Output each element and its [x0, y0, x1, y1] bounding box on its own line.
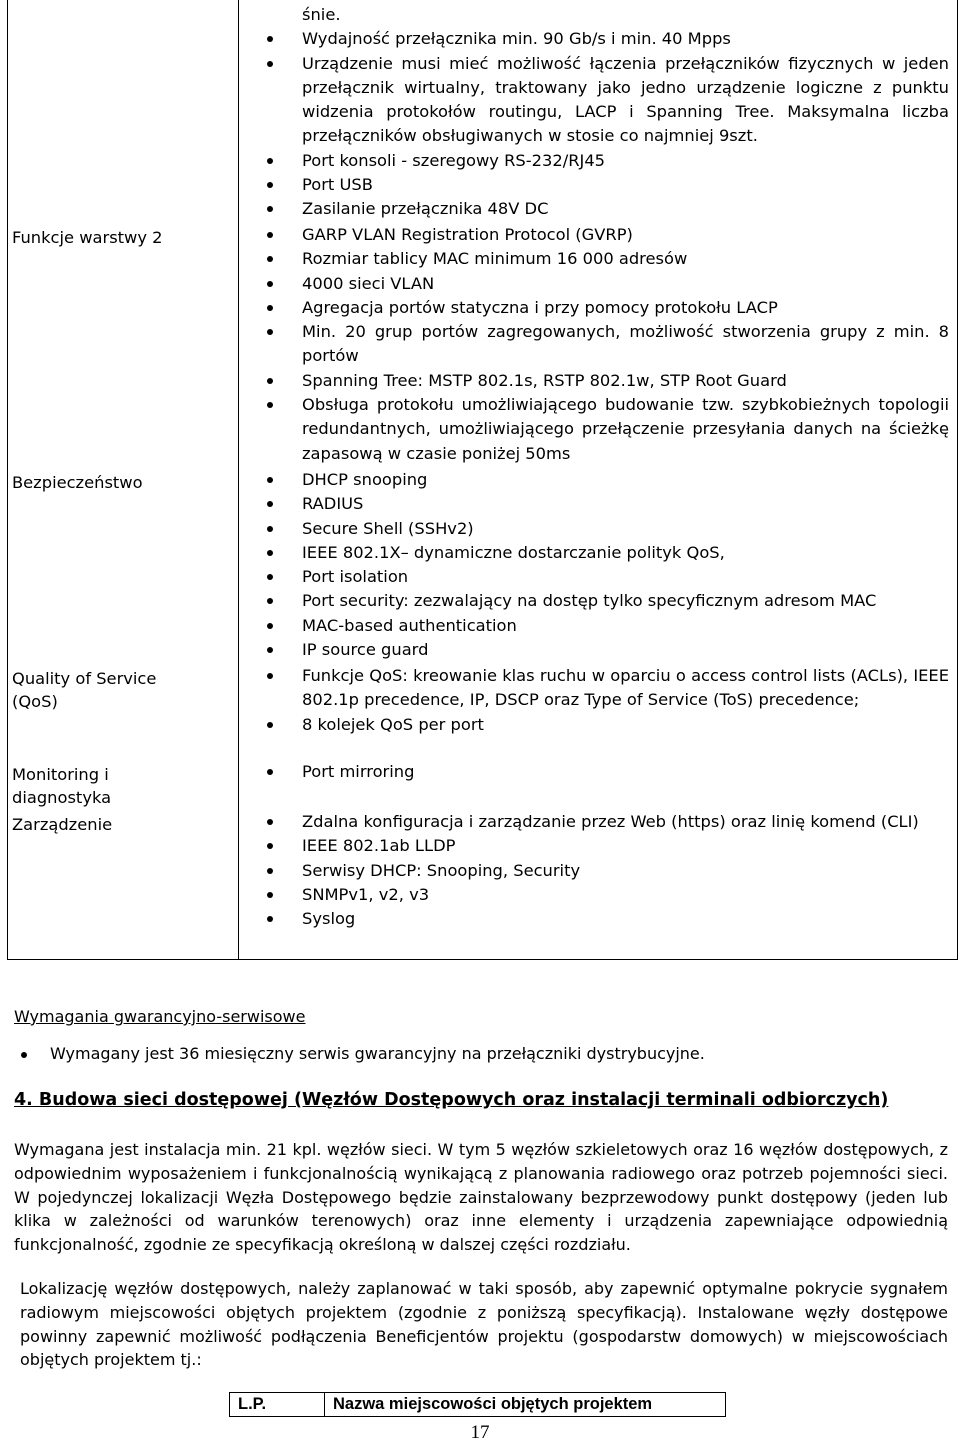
spec-row-section — [8, 222, 958, 467]
section-label — [8, 759, 239, 809]
spec-row-continuation — [8, 0, 958, 222]
section-label-line: Funkcje warstwy 2 — [12, 228, 163, 247]
table-header-name: Nazwa miejscowości objętych projektem — [325, 1393, 726, 1417]
table-header-lp: L.P. — [230, 1393, 325, 1417]
list-item: 8 kolejek QoS per port — [302, 713, 949, 737]
list-item: Zdalna konfiguracja i zarządzanie przez Web (https) oraz linię komend (CLI) — [302, 810, 949, 834]
section-label-line: Zarządzenie — [12, 815, 113, 834]
list-item: IP source guard — [302, 638, 949, 662]
section-label-line: Quality of Service — [12, 669, 157, 688]
list-item: Wydajność przełącznika min. 90 Gb/s i min. 40 Mpps — [302, 27, 949, 51]
bullet-list — [302, 759, 949, 784]
list-item: Urządzenie musi mieć możliwość łączenia przełączników fizycznych w jeden przełącznik wirtualny, traktowany jako jedno urządzenie logiczne z punktu widzenia protokołów routingu, LACP i Spanning Tree. Maksymalna liczba przełączników obsługiwanych w stosie co najmniej 9szt. — [302, 52, 949, 149]
list-item: Port security: zezwalający na dostęp tylko specyficznym adresom MAC — [302, 589, 949, 613]
list-item: GARP VLAN Registration Protocol (GVRP) — [302, 223, 949, 247]
list-item: IEEE 802.1X– dynamiczne dostarczanie polityk QoS, — [302, 541, 949, 565]
list-item: Rozmiar tablicy MAC minimum 16 000 adresów — [302, 247, 949, 271]
section-label-line: (QoS) — [12, 692, 58, 711]
list-item: Port isolation — [302, 565, 949, 589]
list-item: 4000 sieci VLAN — [302, 272, 949, 296]
list-item: Zasilanie przełącznika 48V DC — [302, 197, 949, 221]
section-items — [239, 222, 958, 467]
section-label-line: Bezpieczeństwo — [12, 473, 143, 492]
section-items — [239, 467, 958, 663]
bullet-list — [302, 467, 949, 662]
section-4-heading: 4. Budowa sieci dostępowej (Węzłów Dostępowych oraz instalacji terminali odbiorczych) — [14, 1090, 889, 1110]
spec-row-section — [8, 467, 958, 663]
page-number: 17 — [470, 1422, 490, 1443]
list-item: Port konsoli - szeregowy RS-232/RJ45 — [302, 149, 949, 173]
section-label — [8, 222, 239, 467]
warranty-heading: Wymagania gwarancyjno-serwisowe — [14, 1007, 306, 1026]
list-item: Syslog — [302, 907, 949, 931]
list-item: DHCP snooping — [302, 468, 949, 492]
locations-table-header-row — [230, 1393, 726, 1417]
bullet-list — [302, 3, 949, 222]
list-item: śnie. — [302, 5, 341, 24]
section-label — [8, 0, 239, 222]
spec-row-section — [8, 809, 958, 959]
spec-row-section — [8, 663, 958, 759]
list-item: Secure Shell (SSHv2) — [302, 517, 949, 541]
section-items — [239, 759, 958, 809]
list-item: IEEE 802.1ab LLDP — [302, 834, 949, 858]
locations-table — [229, 1392, 726, 1417]
list-item: Funkcje QoS: kreowanie klas ruchu w oparciu o access control lists (ACLs), IEEE 802.1p precedence, IP, DSCP oraz Type of Service (ToS) precedence; — [302, 664, 949, 713]
section-label-line: Monitoring i — [12, 765, 109, 784]
list-item: Port USB — [302, 173, 949, 197]
section-label — [8, 467, 239, 663]
bullet-icon — [21, 1052, 27, 1058]
list-item: Obsługa protokołu umożliwiającego budowanie tzw. szybkobieżnych topologii redundantnych, umożliwiającego przełączenie przesyłania danych na ścieżkę zapasową w czasie poniżej 50ms — [302, 393, 949, 466]
warranty-item: Wymagany jest 36 miesięczny serwis gwarancyjny na przełączniki dystrybucyjne. — [50, 1044, 705, 1063]
section-label-line: diagnostyka — [12, 788, 112, 807]
bullet-list — [302, 809, 949, 931]
section-4-paragraph-1: Wymagana jest instalacja min. 21 kpl. węzłów sieci. W tym 5 węzłów szkieletowych oraz 16 węzłów dostępowych, z odpowiednim wyposażeniem i funkcjonalnością wynikającą z planowania radiowego oraz potrzeb pojemności sieci. W pojedynczej lokalizacji Węzła Dostępowego będzie zainstalowany bezprzewodowy punkt dostępowy (jeden lub klika w zależności od warunków terenowych) oraz inne elementy i urządzenia zapewniające odpowiednią funkcjonalność, zgodnie ze specyfikacją określoną w dalszej części rozdziału. — [14, 1140, 948, 1255]
bullet-list — [302, 663, 949, 737]
bullet-list — [302, 222, 949, 466]
list-item: Serwisy DHCP: Snooping, Security — [302, 859, 949, 883]
list-item: MAC-based authentication — [302, 614, 949, 638]
list-item: Port mirroring — [302, 760, 949, 784]
list-item: Agregacja portów statyczna i przy pomocy protokołu LACP — [302, 296, 949, 320]
section-label — [8, 663, 239, 759]
list-item: Min. 20 grup portów zagregowanych, możliwość stworzenia grupy z min. 8 portów — [302, 320, 949, 369]
section-items — [239, 0, 958, 222]
list-item: SNMPv1, v2, v3 — [302, 883, 949, 907]
spec-row-section — [8, 759, 958, 809]
spec-table — [7, 0, 958, 960]
section-items — [239, 663, 958, 759]
list-item: Spanning Tree: MSTP 802.1s, RSTP 802.1w, STP Root Guard — [302, 369, 949, 393]
list-item: RADIUS — [302, 492, 949, 516]
section-4-paragraph-2: Lokalizację węzłów dostępowych, należy zaplanować w taki sposób, aby zapewnić optymalne pokrycie sygnałem radiowym miejscowości objętych projektem (zgodnie z poniższą specyfikacją). Instalowane węzły dostępowe powinny zapewnić możliwość podłączenia Beneficjentów projektu (gospodarstw domowych) w miejscowościach objętych projektem tj.: — [20, 1279, 948, 1370]
section-items — [239, 809, 958, 959]
section-label — [8, 809, 239, 959]
